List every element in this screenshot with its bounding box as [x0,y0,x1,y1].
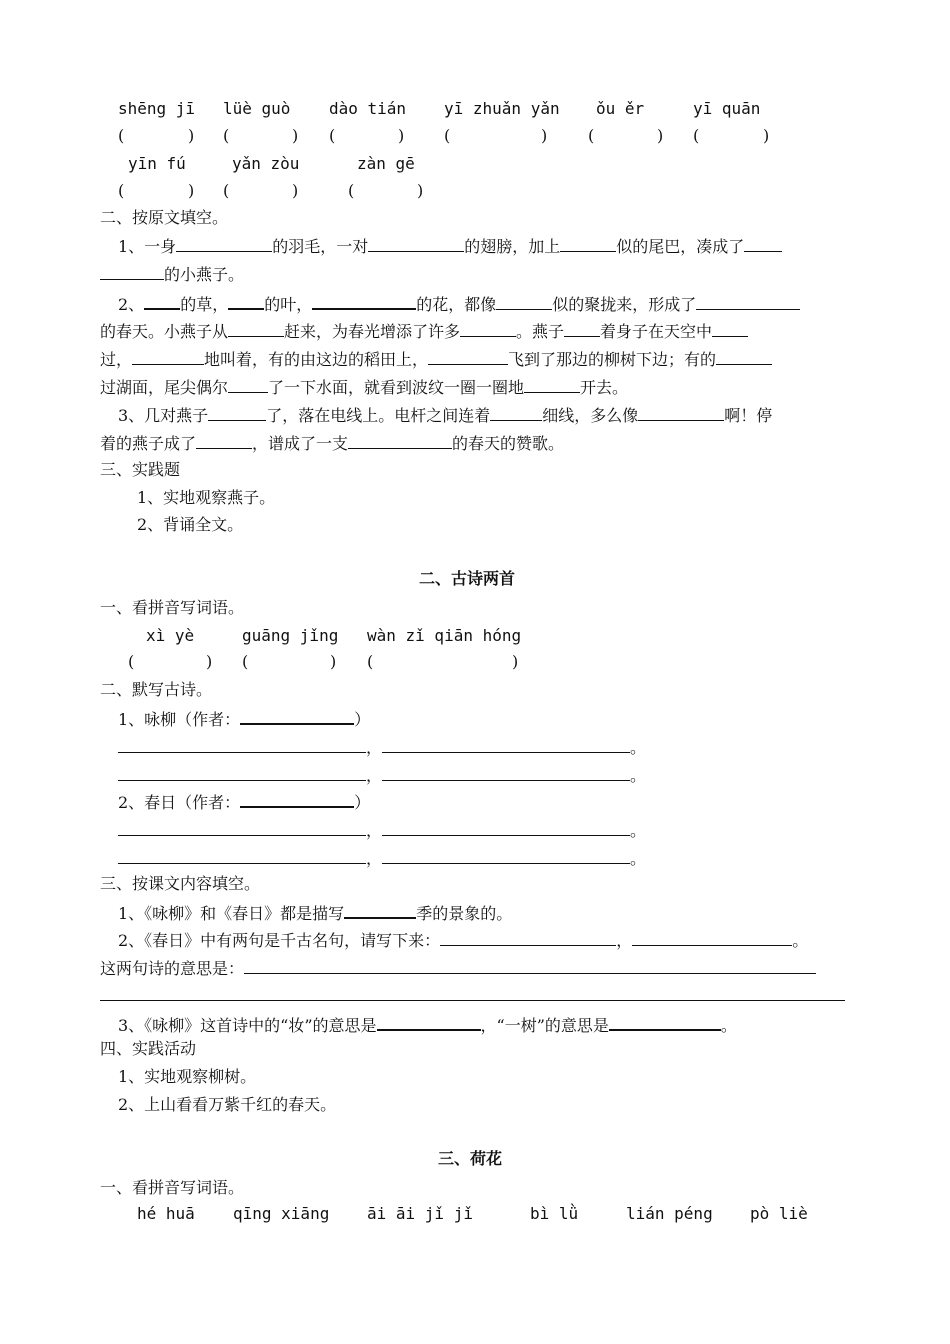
answer-blank[interactable] [348,432,452,449]
answer-blank[interactable] [228,292,264,310]
answer-blank[interactable] [524,376,580,393]
task-item: 2、背诵全文。 [137,515,244,534]
pinyin-word: dào tián [329,99,407,118]
answer-blank[interactable] [560,235,616,252]
paren-open: ( [128,652,135,671]
paren-open: ( [223,126,230,145]
answer-blank[interactable] [744,235,782,252]
answer-blank[interactable] [144,292,180,310]
answer-blank[interactable] [176,235,272,252]
answer-blank[interactable] [460,320,516,337]
paren-close: ) [657,126,664,145]
paren-open: ( [693,126,700,145]
paren-close: ) [292,181,299,200]
answer-blank[interactable] [716,348,772,365]
author-blank[interactable] [240,790,354,808]
paren-open: ( [348,181,355,200]
fill-line: 1、一身 的羽毛，一对 的翅膀，加上 似的尾巴，凑成了 [118,235,782,258]
pinyin-word: lián péng [626,1204,713,1223]
fill-line: 2、 的草， 的叶， 的花，都像 似的聚拢来，形成了 [118,292,800,316]
section-title: 三、荷花 [438,1149,503,1168]
answer-blank[interactable] [228,320,284,337]
answer-blank[interactable] [564,320,600,337]
paren-close: ) [763,126,770,145]
answer-blank[interactable] [490,404,542,421]
answer-blank[interactable] [496,293,552,310]
paren-open: ( [118,181,125,200]
answer-blank[interactable] [368,235,464,252]
section-title: 二、古诗两首 [419,569,516,588]
fill-line: 过湖面，尾尖偶尔 了一下水面，就看到波纹一圈一圈地 开去。 [100,378,629,397]
answer-blank[interactable] [132,348,204,365]
answer-blank[interactable] [712,320,748,337]
paren-close: ) [206,652,213,671]
poem-line: ， 。 [118,819,646,842]
fill-line: 着的燕子成了 ，谱成了一支 的春天的赞歌。 [100,434,565,453]
paren-open: ( [367,652,374,671]
verse-blank[interactable] [382,736,630,753]
fill-line: 的春天。小燕子从 赶来，为春光增添了许多 。燕子 着身子在天空中 [100,320,748,343]
paren-open: ( [242,652,249,671]
poem-heading: 2、春日（作者： ） [118,790,370,814]
paren-open: ( [329,126,336,145]
question-heading: 一、看拼音写词语。 [100,598,245,617]
poem-line: ， 。 [118,764,646,787]
answer-blank[interactable] [244,957,816,974]
pinyin-word: āi āi jǐ jǐ [367,1204,473,1223]
pinyin-word: xì yè [146,626,195,645]
fill-line: 3、几对燕子 了，落在电线上。电杆之间连着 细线，多么像 啊！停 [118,406,773,425]
verse-blank[interactable] [382,764,630,781]
answer-blank[interactable] [312,292,416,310]
task-item: 1、实地观察柳树。 [118,1067,257,1086]
answer-blank[interactable] [632,929,792,946]
answer-blank[interactable] [609,1013,721,1031]
answer-blank[interactable] [440,929,616,946]
task-item: 2、上山看看万紫千红的春天。 [118,1095,337,1114]
paren-close: ) [188,126,195,145]
fill-line: 1、《咏柳》和《春日》都是描写 季的景象的。 [118,901,512,925]
pinyin-word: qīng xiāng [233,1204,330,1223]
answer-blank[interactable] [696,293,800,310]
answer-blank[interactable] [100,263,164,280]
question-heading: 四、实践活动 [100,1039,197,1058]
paren-open: ( [118,126,125,145]
poem-line: ， 。 [118,736,646,759]
pinyin-word: bì lǜ [530,1204,579,1223]
verse-blank[interactable] [118,764,366,781]
pinyin-word: yǎn zòu [232,154,300,173]
author-blank[interactable] [240,707,354,725]
task-item: 1、实地观察燕子。 [137,488,276,507]
paren-close: ) [188,181,195,200]
pinyin-word: wàn zǐ qiān hóng [367,626,522,645]
paren-close: ) [330,652,337,671]
verse-blank[interactable] [118,736,366,753]
answer-line[interactable] [100,1000,845,1001]
poem-heading: 1、咏柳（作者： ） [118,707,370,731]
pinyin-word: lüè guò [223,99,291,118]
pinyin-word: yī quān [693,99,761,118]
fill-line: 过， 地叫着，有的由这边的稻田上， 飞到了那边的柳树下边；有的 [100,348,772,371]
paren-open: ( [588,126,595,145]
answer-blank[interactable] [196,432,252,449]
pinyin-word: pò liè [750,1204,808,1223]
pinyin-word: shēng jī [118,99,196,118]
verse-blank[interactable] [118,819,366,836]
paren-close: ) [292,126,299,145]
fill-line: 这两句诗的意思是： [100,957,816,980]
fill-line: 2、《春日》中有两句是千古名句，请写下来： ， 。 [118,931,809,950]
question-heading: 二、默写古诗。 [100,680,213,699]
poem-line: ， 。 [118,847,646,870]
pinyin-word: guāng jǐng [242,626,339,645]
answer-blank[interactable] [428,348,508,365]
question-heading: 一、看拼音写词语。 [100,1178,245,1197]
question-heading: 三、按课文内容填空。 [100,874,261,893]
answer-blank[interactable] [228,376,268,393]
fill-line: 3、《咏柳》这首诗中的“妆”的意思是 ，“一树”的意思是 。 [118,1013,737,1037]
paren-open: ( [223,181,230,200]
answer-blank[interactable] [344,901,416,919]
paren-close: ) [512,652,519,671]
pinyin-word: hé huā [137,1204,195,1223]
pinyin-word: yī zhuǎn yǎn [444,99,560,118]
pinyin-word: zàn gē [357,154,415,173]
paren-open: ( [444,126,451,145]
answer-blank[interactable] [638,404,724,421]
pinyin-word: ǒu ěr [596,99,645,118]
fill-line: 的小燕子。 [100,263,244,286]
answer-blank[interactable] [377,1013,481,1031]
answer-blank[interactable] [208,404,266,421]
paren-close: ) [541,126,548,145]
pinyin-word: yīn fú [128,154,186,173]
verse-blank[interactable] [382,847,630,864]
verse-blank[interactable] [118,847,366,864]
question-heading: 三、实践题 [100,460,181,479]
paren-close: ) [417,181,424,200]
paren-close: ) [398,126,405,145]
question-heading: 二、按原文填空。 [100,208,229,227]
verse-blank[interactable] [382,819,630,836]
